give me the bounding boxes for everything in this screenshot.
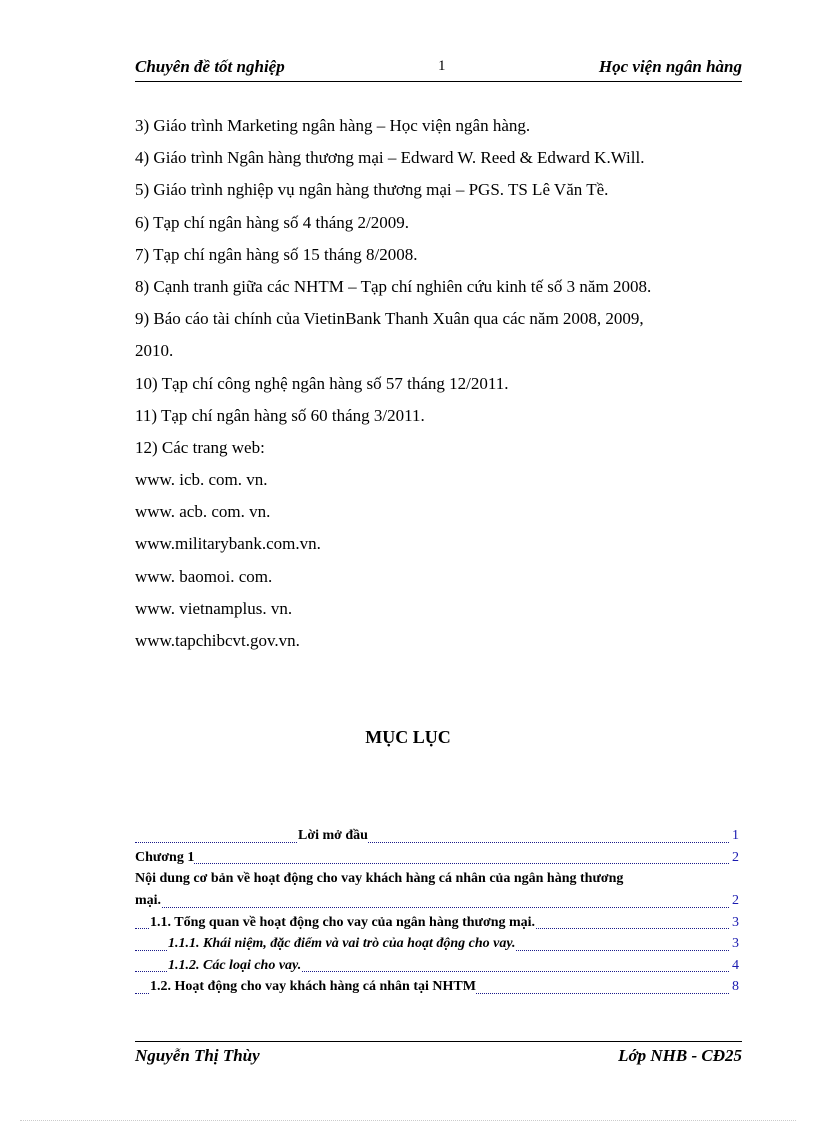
footer-author: Nguyễn Thị Thùy bbox=[135, 1046, 260, 1065]
toc-page-number: 3 bbox=[731, 913, 739, 933]
reference-link: www. icb. com. vn. bbox=[135, 470, 268, 490]
toc-entry-label: mại. bbox=[135, 893, 162, 908]
toc-page-number: 1 bbox=[731, 826, 739, 846]
toc-entry-chapter-1-title[interactable] bbox=[135, 891, 739, 913]
reference-item: 2010. bbox=[135, 341, 174, 361]
toc-entry-intro[interactable] bbox=[135, 826, 739, 848]
toc-page-number: 4 bbox=[731, 956, 739, 976]
toc-leader-dots bbox=[135, 863, 729, 864]
toc-page-number: 8 bbox=[731, 977, 739, 997]
reference-item: 9) Báo cáo tài chính của VietinBank Thanh Xuân qua các năm 2008, 2009, bbox=[135, 309, 644, 329]
header-page-number: 1 bbox=[438, 58, 446, 74]
reference-link: www. acb. com. vn. bbox=[135, 502, 271, 522]
toc-entry-chapter-1[interactable] bbox=[135, 848, 739, 870]
toc-entry-label: Lời mở đầu bbox=[298, 828, 368, 843]
reference-link: www.militarybank.com.vn. bbox=[135, 534, 321, 554]
reference-item: 4) Giáo trình Ngân hàng thương mại – Edward W. Reed & Edward K.Will. bbox=[135, 148, 645, 168]
reference-item: 7) Tạp chí ngân hàng số 15 tháng 8/2008. bbox=[135, 244, 418, 264]
page-header bbox=[135, 57, 742, 82]
reference-list bbox=[135, 113, 745, 660]
toc-page-number: 3 bbox=[731, 934, 739, 954]
toc-page-number: 2 bbox=[731, 891, 739, 911]
page-footer bbox=[135, 1041, 742, 1065]
toc-entry-label: 1.1. Tổng quan về hoạt động cho vay của ngân hàng thương mại. bbox=[150, 914, 536, 930]
toc-entry-label: 1.1.1. Khái niệm, đặc điểm và vai trò của hoạt động cho vay. bbox=[168, 936, 516, 951]
reference-item: 3) Giáo trình Marketing ngân hàng – Học viện ngân hàng. bbox=[135, 116, 531, 135]
header-institution: Học viện ngân hàng bbox=[598, 57, 742, 76]
toc-entry-label: Chương 1 bbox=[135, 849, 195, 865]
reference-link: www. vietnamplus. vn. bbox=[135, 598, 293, 618]
reference-link: www. baomoi. com. bbox=[135, 566, 273, 586]
toc-title: MỤC LỤC bbox=[365, 727, 451, 747]
toc-entry-1-1[interactable] bbox=[135, 913, 739, 935]
reference-item: 12) Các trang web: bbox=[135, 437, 265, 457]
toc-entry-label: 1.2. Hoạt động cho vay khách hàng cá nhân tại NHTM bbox=[150, 979, 476, 994]
page-edge-divider bbox=[20, 1120, 796, 1121]
reference-item: 6) Tạp chí ngân hàng số 4 tháng 2/2009. bbox=[135, 212, 410, 232]
toc-chapter-heading: Nội dung cơ bản về hoạt động cho vay khách hàng cá nhân của ngân hàng thương bbox=[135, 871, 624, 886]
table-of-contents bbox=[135, 826, 739, 999]
toc-entry-1-1-1[interactable] bbox=[135, 934, 739, 956]
header-thesis-title: Chuyên đề tốt nghiệp bbox=[135, 57, 285, 76]
reference-item: 10) Tạp chí công nghệ ngân hàng số 57 tháng 12/2011. bbox=[135, 373, 509, 393]
toc-leader-dots bbox=[135, 907, 729, 908]
toc-page-number: 2 bbox=[731, 848, 739, 868]
toc-entry-1-1-2[interactable] bbox=[135, 956, 739, 978]
reference-link: www.tapchibcvt.gov.vn. bbox=[135, 631, 300, 650]
toc-entry-label: 1.1.2. Các loại cho vay. bbox=[168, 957, 302, 973]
toc-entry-1-2[interactable] bbox=[135, 977, 739, 999]
toc-leader-dots bbox=[135, 842, 729, 843]
reference-item: 8) Cạnh tranh giữa các NHTM – Tạp chí nghiên cứu kinh tế số 3 năm 2008. bbox=[135, 276, 652, 296]
reference-item: 5) Giáo trình nghiệp vụ ngân hàng thương mại – PGS. TS Lê Văn Tề. bbox=[135, 180, 609, 200]
reference-item: 11) Tạp chí ngân hàng số 60 tháng 3/2011. bbox=[135, 405, 425, 425]
footer-class: Lớp NHB - CĐ25 bbox=[618, 1046, 742, 1065]
